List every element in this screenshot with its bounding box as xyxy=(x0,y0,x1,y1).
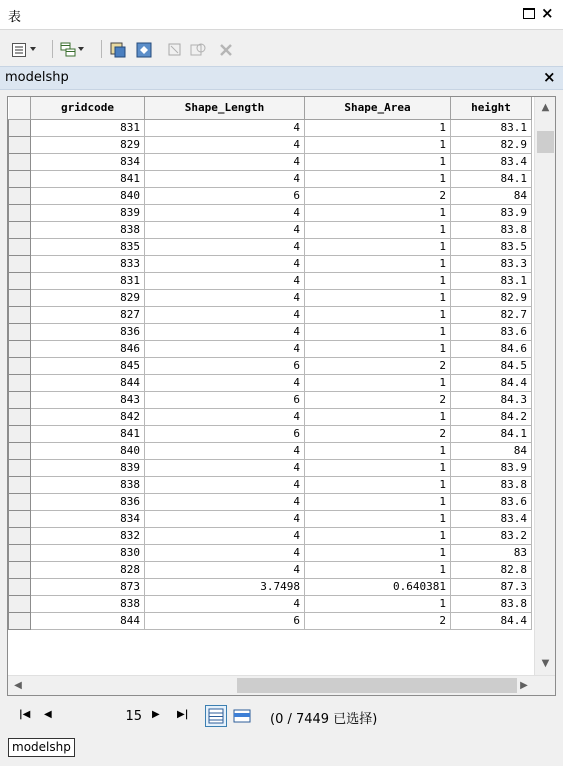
shape-area-cell[interactable]: 2 xyxy=(305,425,451,442)
table-row[interactable] xyxy=(9,612,532,629)
shape-length-cell[interactable]: 4 xyxy=(145,340,305,357)
table-row[interactable] xyxy=(9,561,532,578)
toolbar-separator xyxy=(52,40,53,58)
height-cell[interactable]: 83.4 xyxy=(451,510,532,527)
switch-selection-icon xyxy=(136,42,150,56)
shape-length-cell[interactable]: 4 xyxy=(145,544,305,561)
data-grid xyxy=(8,97,532,630)
column-header-gridcode[interactable]: gridcode xyxy=(31,97,145,119)
shape-area-cell[interactable]: 1 xyxy=(305,374,451,391)
all-records-icon xyxy=(206,706,226,726)
gridcode-cell[interactable]: 841 xyxy=(31,425,145,442)
row-selector[interactable] xyxy=(9,323,31,340)
gridcode-cell[interactable]: 845 xyxy=(31,357,145,374)
shape-length-cell[interactable]: 4 xyxy=(145,238,305,255)
shape-area-cell[interactable]: 1 xyxy=(305,408,451,425)
table-row[interactable] xyxy=(9,170,532,187)
shape-length-cell[interactable]: 4 xyxy=(145,306,305,323)
height-cell[interactable]: 84.1 xyxy=(451,170,532,187)
shape-length-cell[interactable]: 4 xyxy=(145,272,305,289)
toolbar xyxy=(0,31,563,65)
related-tables-button[interactable] xyxy=(60,40,84,58)
table-row[interactable] xyxy=(9,425,532,442)
shape-length-cell[interactable]: 4 xyxy=(145,561,305,578)
row-selector[interactable] xyxy=(9,476,31,493)
last-record-icon[interactable]: ▶| xyxy=(177,709,189,720)
gridcode-cell[interactable]: 834 xyxy=(31,153,145,170)
gridcode-cell[interactable]: 830 xyxy=(31,544,145,561)
shape-area-cell[interactable]: 2 xyxy=(305,187,451,204)
header-row xyxy=(9,97,532,119)
shape-length-cell[interactable]: 4 xyxy=(145,119,305,136)
horizontal-scroll-thumb[interactable] xyxy=(237,678,517,693)
shape-area-cell[interactable]: 2 xyxy=(305,612,451,629)
shape-area-cell[interactable]: 1 xyxy=(305,595,451,612)
gridcode-cell[interactable]: 843 xyxy=(31,391,145,408)
gridcode-cell[interactable]: 827 xyxy=(31,306,145,323)
gridcode-cell[interactable]: 834 xyxy=(31,510,145,527)
table-tab-header xyxy=(0,66,563,90)
height-cell[interactable]: 82.7 xyxy=(451,306,532,323)
gridcode-cell[interactable]: 838 xyxy=(31,476,145,493)
shape-area-cell[interactable]: 1 xyxy=(305,476,451,493)
row-selector[interactable] xyxy=(9,340,31,357)
table-row[interactable] xyxy=(9,544,532,561)
restore-icon[interactable] xyxy=(523,8,535,19)
close-icon[interactable]: × xyxy=(541,4,554,22)
dropdown-arrow-icon xyxy=(78,47,84,51)
row-selector[interactable] xyxy=(9,425,31,442)
select-by-attributes-button[interactable] xyxy=(110,40,124,58)
table-row[interactable] xyxy=(9,391,532,408)
table-row[interactable] xyxy=(9,238,532,255)
height-cell[interactable]: 83.9 xyxy=(451,204,532,221)
shape-length-cell[interactable]: 4 xyxy=(145,527,305,544)
column-header-shape-length[interactable]: Shape_Length xyxy=(145,97,305,119)
gridcode-cell[interactable]: 842 xyxy=(31,408,145,425)
row-selector[interactable] xyxy=(9,510,31,527)
shape-length-cell[interactable]: 4 xyxy=(145,170,305,187)
first-record-icon[interactable]: |◀ xyxy=(19,709,31,720)
row-selector[interactable] xyxy=(9,612,31,629)
shape-length-cell[interactable]: 4 xyxy=(145,374,305,391)
height-cell[interactable]: 83.9 xyxy=(451,459,532,476)
height-cell[interactable]: 83.8 xyxy=(451,595,532,612)
height-cell[interactable]: 84.2 xyxy=(451,408,532,425)
height-cell[interactable]: 84.6 xyxy=(451,340,532,357)
gridcode-cell[interactable]: 844 xyxy=(31,374,145,391)
gridcode-cell[interactable]: 839 xyxy=(31,459,145,476)
table-row[interactable] xyxy=(9,527,532,544)
shape-area-cell[interactable]: 1 xyxy=(305,289,451,306)
table-row[interactable] xyxy=(9,493,532,510)
gridcode-cell[interactable]: 844 xyxy=(31,612,145,629)
shape-length-cell[interactable]: 4 xyxy=(145,323,305,340)
shape-area-cell[interactable]: 1 xyxy=(305,221,451,238)
height-cell[interactable]: 83.6 xyxy=(451,323,532,340)
shape-length-cell[interactable]: 4 xyxy=(145,476,305,493)
selection-status: (0 / 7449 已选择) xyxy=(270,712,378,727)
table-row[interactable] xyxy=(9,442,532,459)
height-cell[interactable]: 83.1 xyxy=(451,119,532,136)
shape-area-cell[interactable]: 1 xyxy=(305,255,451,272)
shape-area-cell[interactable]: 1 xyxy=(305,340,451,357)
dropdown-arrow-icon xyxy=(30,47,36,51)
shape-length-cell[interactable]: 4 xyxy=(145,204,305,221)
clear-selection-icon xyxy=(168,42,182,56)
gridcode-cell[interactable]: 828 xyxy=(31,561,145,578)
related-tables-icon xyxy=(60,42,74,56)
height-cell[interactable]: 84 xyxy=(451,187,532,204)
height-cell[interactable]: 83.8 xyxy=(451,221,532,238)
row-selector[interactable] xyxy=(9,289,31,306)
shape-area-cell[interactable]: 0.640381 xyxy=(305,578,451,595)
row-selector[interactable] xyxy=(9,238,31,255)
table-row[interactable] xyxy=(9,340,532,357)
table-tab-modelshp[interactable]: modelshp xyxy=(8,738,75,757)
selected-records-icon xyxy=(233,707,251,725)
height-cell[interactable]: 84.5 xyxy=(451,357,532,374)
shape-area-cell[interactable]: 1 xyxy=(305,459,451,476)
shape-length-cell[interactable]: 6 xyxy=(145,357,305,374)
row-selector[interactable] xyxy=(9,527,31,544)
table-row[interactable] xyxy=(9,374,532,391)
table-row[interactable] xyxy=(9,595,532,612)
vertical-scrollbar[interactable] xyxy=(534,97,555,675)
shape-length-cell[interactable]: 4 xyxy=(145,595,305,612)
height-cell[interactable]: 84 xyxy=(451,442,532,459)
shape-area-cell[interactable]: 2 xyxy=(305,357,451,374)
height-cell[interactable]: 83.6 xyxy=(451,493,532,510)
gridcode-cell[interactable]: 846 xyxy=(31,340,145,357)
delete-selected-button[interactable] xyxy=(219,40,233,58)
shape-area-cell[interactable]: 1 xyxy=(305,493,451,510)
height-cell[interactable]: 83.8 xyxy=(451,476,532,493)
switch-selection-button[interactable] xyxy=(136,40,150,58)
column-header-height[interactable]: height xyxy=(451,97,532,119)
gridcode-cell[interactable]: 832 xyxy=(31,527,145,544)
delete-icon xyxy=(219,42,233,56)
shape-length-cell[interactable]: 3.7498 xyxy=(145,578,305,595)
gridcode-cell[interactable]: 838 xyxy=(31,595,145,612)
gridcode-cell[interactable]: 833 xyxy=(31,255,145,272)
row-selector[interactable] xyxy=(9,119,31,136)
height-cell[interactable]: 83.5 xyxy=(451,238,532,255)
table-row[interactable] xyxy=(9,187,532,204)
table-row[interactable] xyxy=(9,459,532,476)
row-selector[interactable] xyxy=(9,306,31,323)
next-record-icon[interactable]: ▶ xyxy=(152,709,160,720)
scroll-right-icon[interactable]: ▶ xyxy=(520,680,528,691)
shape-area-cell[interactable]: 1 xyxy=(305,238,451,255)
shape-area-cell[interactable]: 1 xyxy=(305,153,451,170)
toolbar-separator xyxy=(101,40,102,58)
row-selector[interactable] xyxy=(9,544,31,561)
table-row[interactable] xyxy=(9,136,532,153)
table-body xyxy=(9,119,532,629)
scroll-left-icon[interactable]: ◀ xyxy=(14,680,22,691)
previous-record-icon[interactable]: ◀ xyxy=(44,709,52,720)
row-selector[interactable] xyxy=(9,204,31,221)
shape-area-cell[interactable]: 1 xyxy=(305,272,451,289)
shape-area-cell[interactable]: 1 xyxy=(305,204,451,221)
table-row[interactable] xyxy=(9,204,532,221)
table-row[interactable] xyxy=(9,255,532,272)
vertical-scroll-thumb[interactable] xyxy=(537,131,554,153)
attribute-table xyxy=(7,96,556,696)
gridcode-cell[interactable]: 836 xyxy=(31,493,145,510)
gridcode-cell[interactable]: 838 xyxy=(31,221,145,238)
shape-length-cell[interactable]: 4 xyxy=(145,493,305,510)
row-selector[interactable] xyxy=(9,391,31,408)
gridcode-cell[interactable]: 831 xyxy=(31,119,145,136)
shape-length-cell[interactable]: 4 xyxy=(145,136,305,153)
zoom-to-selected-button[interactable] xyxy=(190,40,204,58)
table-options-button[interactable] xyxy=(12,40,36,58)
gridcode-cell[interactable]: 873 xyxy=(31,578,145,595)
window-title: 表 xyxy=(8,10,22,25)
shape-length-cell[interactable]: 6 xyxy=(145,391,305,408)
close-icon[interactable]: × xyxy=(543,68,556,86)
shape-length-cell[interactable]: 4 xyxy=(145,408,305,425)
gridcode-cell[interactable]: 839 xyxy=(31,204,145,221)
shape-length-cell[interactable]: 6 xyxy=(145,612,305,629)
clear-selection-button[interactable] xyxy=(168,40,182,58)
gridcode-cell[interactable]: 835 xyxy=(31,238,145,255)
shape-length-cell[interactable]: 4 xyxy=(145,442,305,459)
table-options-icon xyxy=(12,42,26,56)
height-cell[interactable]: 82.9 xyxy=(451,289,532,306)
row-selector[interactable] xyxy=(9,170,31,187)
gridcode-cell[interactable]: 831 xyxy=(31,272,145,289)
table-row[interactable] xyxy=(9,408,532,425)
height-cell[interactable]: 83.2 xyxy=(451,527,532,544)
shape-area-cell[interactable]: 1 xyxy=(305,561,451,578)
height-cell[interactable]: 82.9 xyxy=(451,136,532,153)
shape-area-cell[interactable]: 1 xyxy=(305,544,451,561)
table-row[interactable] xyxy=(9,323,532,340)
gridcode-cell[interactable]: 840 xyxy=(31,187,145,204)
table-row[interactable] xyxy=(9,119,532,136)
table-row[interactable] xyxy=(9,153,532,170)
shape-area-cell[interactable]: 2 xyxy=(305,391,451,408)
row-selector[interactable] xyxy=(9,272,31,289)
shape-area-cell[interactable]: 1 xyxy=(305,119,451,136)
row-selector-header[interactable] xyxy=(9,97,31,119)
row-selector[interactable] xyxy=(9,187,31,204)
shape-length-cell[interactable]: 4 xyxy=(145,289,305,306)
shape-length-cell[interactable]: 4 xyxy=(145,510,305,527)
height-cell[interactable]: 82.8 xyxy=(451,561,532,578)
row-selector[interactable] xyxy=(9,442,31,459)
height-cell[interactable]: 87.3 xyxy=(451,578,532,595)
row-selector[interactable] xyxy=(9,374,31,391)
shape-area-cell[interactable]: 1 xyxy=(305,527,451,544)
height-cell[interactable]: 84.3 xyxy=(451,391,532,408)
gridcode-cell[interactable]: 836 xyxy=(31,323,145,340)
gridcode-cell[interactable]: 829 xyxy=(31,136,145,153)
shape-length-cell[interactable]: 6 xyxy=(145,187,305,204)
shape-area-cell[interactable]: 1 xyxy=(305,510,451,527)
table-row[interactable] xyxy=(9,306,532,323)
row-selector[interactable] xyxy=(9,221,31,238)
horizontal-scrollbar[interactable] xyxy=(8,675,555,695)
row-selector[interactable] xyxy=(9,595,31,612)
select-by-attributes-icon xyxy=(110,42,124,56)
shape-length-cell[interactable]: 4 xyxy=(145,221,305,238)
table-row[interactable] xyxy=(9,289,532,306)
zoom-to-selected-icon xyxy=(190,42,204,56)
row-selector[interactable] xyxy=(9,493,31,510)
height-cell[interactable]: 83.4 xyxy=(451,153,532,170)
shape-length-cell[interactable]: 4 xyxy=(145,153,305,170)
height-cell[interactable]: 84.4 xyxy=(451,374,532,391)
row-selector[interactable] xyxy=(9,255,31,272)
table-name: modelshp xyxy=(5,70,69,85)
shape-area-cell[interactable]: 1 xyxy=(305,136,451,153)
gridcode-cell[interactable]: 841 xyxy=(31,170,145,187)
table-row[interactable] xyxy=(9,476,532,493)
shape-area-cell[interactable]: 1 xyxy=(305,442,451,459)
row-selector[interactable] xyxy=(9,578,31,595)
title-bar xyxy=(0,0,563,30)
row-selector[interactable] xyxy=(9,136,31,153)
table-row[interactable] xyxy=(9,272,532,289)
height-cell[interactable]: 84.4 xyxy=(451,612,532,629)
shape-length-cell[interactable]: 4 xyxy=(145,255,305,272)
height-cell[interactable]: 83.1 xyxy=(451,272,532,289)
table-row[interactable] xyxy=(9,510,532,527)
row-selector[interactable] xyxy=(9,561,31,578)
show-selected-records-button[interactable] xyxy=(233,707,251,725)
show-all-records-button[interactable] xyxy=(205,705,227,727)
gridcode-cell[interactable]: 829 xyxy=(31,289,145,306)
scroll-up-icon[interactable]: ▲ xyxy=(541,102,550,113)
column-header-shape-area[interactable]: Shape_Area xyxy=(305,97,451,119)
shape-length-cell[interactable]: 6 xyxy=(145,425,305,442)
row-selector[interactable] xyxy=(9,357,31,374)
height-cell[interactable]: 84.1 xyxy=(451,425,532,442)
current-record-input[interactable] xyxy=(72,706,144,726)
gridcode-cell[interactable]: 840 xyxy=(31,442,145,459)
shape-area-cell[interactable]: 1 xyxy=(305,170,451,187)
shape-area-cell[interactable]: 1 xyxy=(305,306,451,323)
table-row[interactable] xyxy=(9,578,532,595)
row-selector[interactable] xyxy=(9,408,31,425)
height-cell[interactable]: 83 xyxy=(451,544,532,561)
record-navigation xyxy=(7,700,556,732)
table-row[interactable] xyxy=(9,221,532,238)
scroll-down-icon[interactable]: ▼ xyxy=(541,658,550,669)
shape-area-cell[interactable]: 1 xyxy=(305,323,451,340)
shape-length-cell[interactable]: 4 xyxy=(145,459,305,476)
row-selector[interactable] xyxy=(9,153,31,170)
height-cell[interactable]: 83.3 xyxy=(451,255,532,272)
table-row[interactable] xyxy=(9,357,532,374)
row-selector[interactable] xyxy=(9,459,31,476)
